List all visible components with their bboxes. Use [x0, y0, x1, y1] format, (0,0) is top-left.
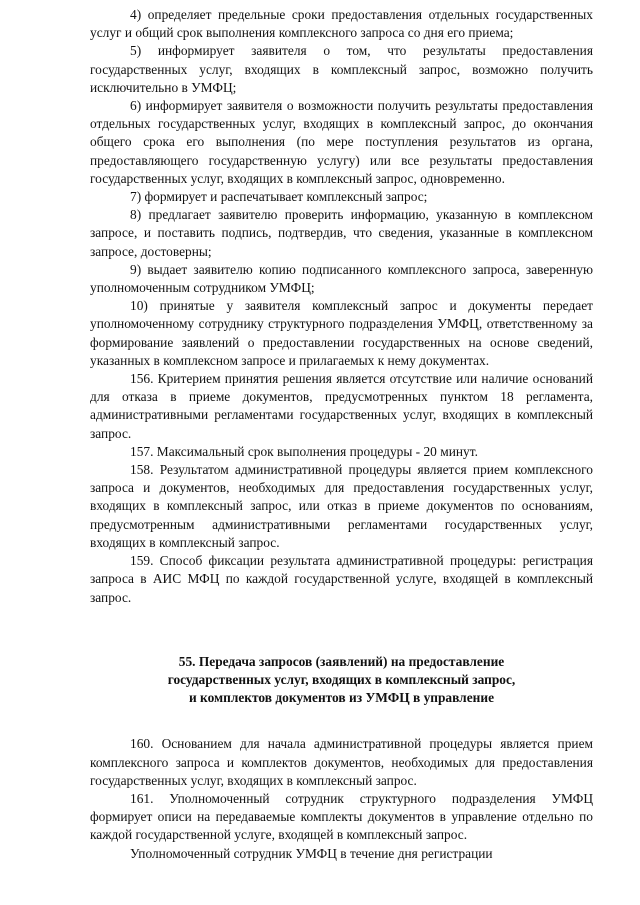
paragraph-161: 161. Уполномоченный сотрудник структурного подразделения УМФЦ формирует описи на передаваемые комплекты документов в управление отдельно по каждой государственной услуге, входящей в комплексный запрос.	[90, 790, 593, 843]
section-heading-line: и комплектов документов из УМФЦ в управление	[188, 690, 495, 706]
paragraph-item-4: 4) определяет предельные сроки предоставления отдельных государственных услуг и общий срок выполнения комплексного запроса со дня его приема;	[90, 7, 593, 41]
paragraph-item-6: 6) информирует заявителя о возможности получить результаты предоставления отдельных государственных услуг, входящих в комплексный запрос, до окончания общего срока его выполнения (по мере поступления результатов из органа, предоставляющего государственную услугу) или все результаты предоставления государственных услуг, входящих в комплексный запрос, одновременно.	[90, 98, 593, 186]
paragraph-158: 158. Результатом административной процедуры является прием комплексного запроса и документов, необходимых для предоставления государственных услуг, входящих в комплексный запрос, или отказ в приеме документов по основаниям, предусмотренным административными регламентами государственных услуг, входящих в комплексный запрос.	[90, 462, 593, 550]
section-heading-line: 55. Передача запросов (заявлений) на предоставление	[178, 653, 505, 669]
paragraph-159: 159. Способ фиксации результата административной процедуры: регистрация запроса в АИС МФЦ по каждой государственной услуге, входящей в комплексный запрос.	[90, 553, 593, 605]
section-heading	[90, 653, 593, 708]
paragraph-item-5: 5) информирует заявителя о том, что результаты предоставления государственных услуг, входящих в комплексный запрос, возможно получить исключительно в УМФЦ;	[90, 43, 593, 95]
paragraph-157: 157. Максимальный срок выполнения процедуры - 20 минут.	[130, 443, 478, 459]
section-heading-line: государственных услуг, входящих в комплексный запрос,	[167, 671, 516, 687]
paragraph-item-7: 7) формирует и распечатывает комплексный запрос;	[130, 189, 428, 205]
paragraph-156: 156. Критерием принятия решения является отсутствие или наличие оснований для отказа в приеме документов, предусмотренных пунктом 18 регламента, административными регламентами государственных услуг, входящих в комплексный запрос.	[90, 371, 593, 441]
paragraph-item-8: 8) предлагает заявителю проверить информацию, указанную в комплексном запросе, и поставить подпись, подтвердив, что сведения, указанные в комплексном запросе, достоверны;	[90, 207, 593, 259]
paragraph-160: 160. Основанием для начала административной процедуры является прием комплексного запроса и комплектов документов, необходимых для предоставления государственных услуг, входящих в комплексный запрос.	[90, 736, 593, 788]
paragraph-item-9: 9) выдает заявителю копию подписанного комплексного запроса, заверенную уполномоченным сотрудником УМФЦ;	[90, 261, 593, 296]
paragraph-continuation: Уполномоченный сотрудник УМФЦ в течение дня регистрации	[130, 845, 493, 861]
paragraph-item-10: 10) принятые у заявителя комплексный запрос и документы передает уполномоченному сотруднику структурного подразделения УМФЦ, ответственному за формирование заявлений о предоставлении государственных на основе сведений, указанных в комплексном запросе и прилагаемых к нему документах.	[90, 298, 593, 368]
document-page	[90, 6, 593, 863]
